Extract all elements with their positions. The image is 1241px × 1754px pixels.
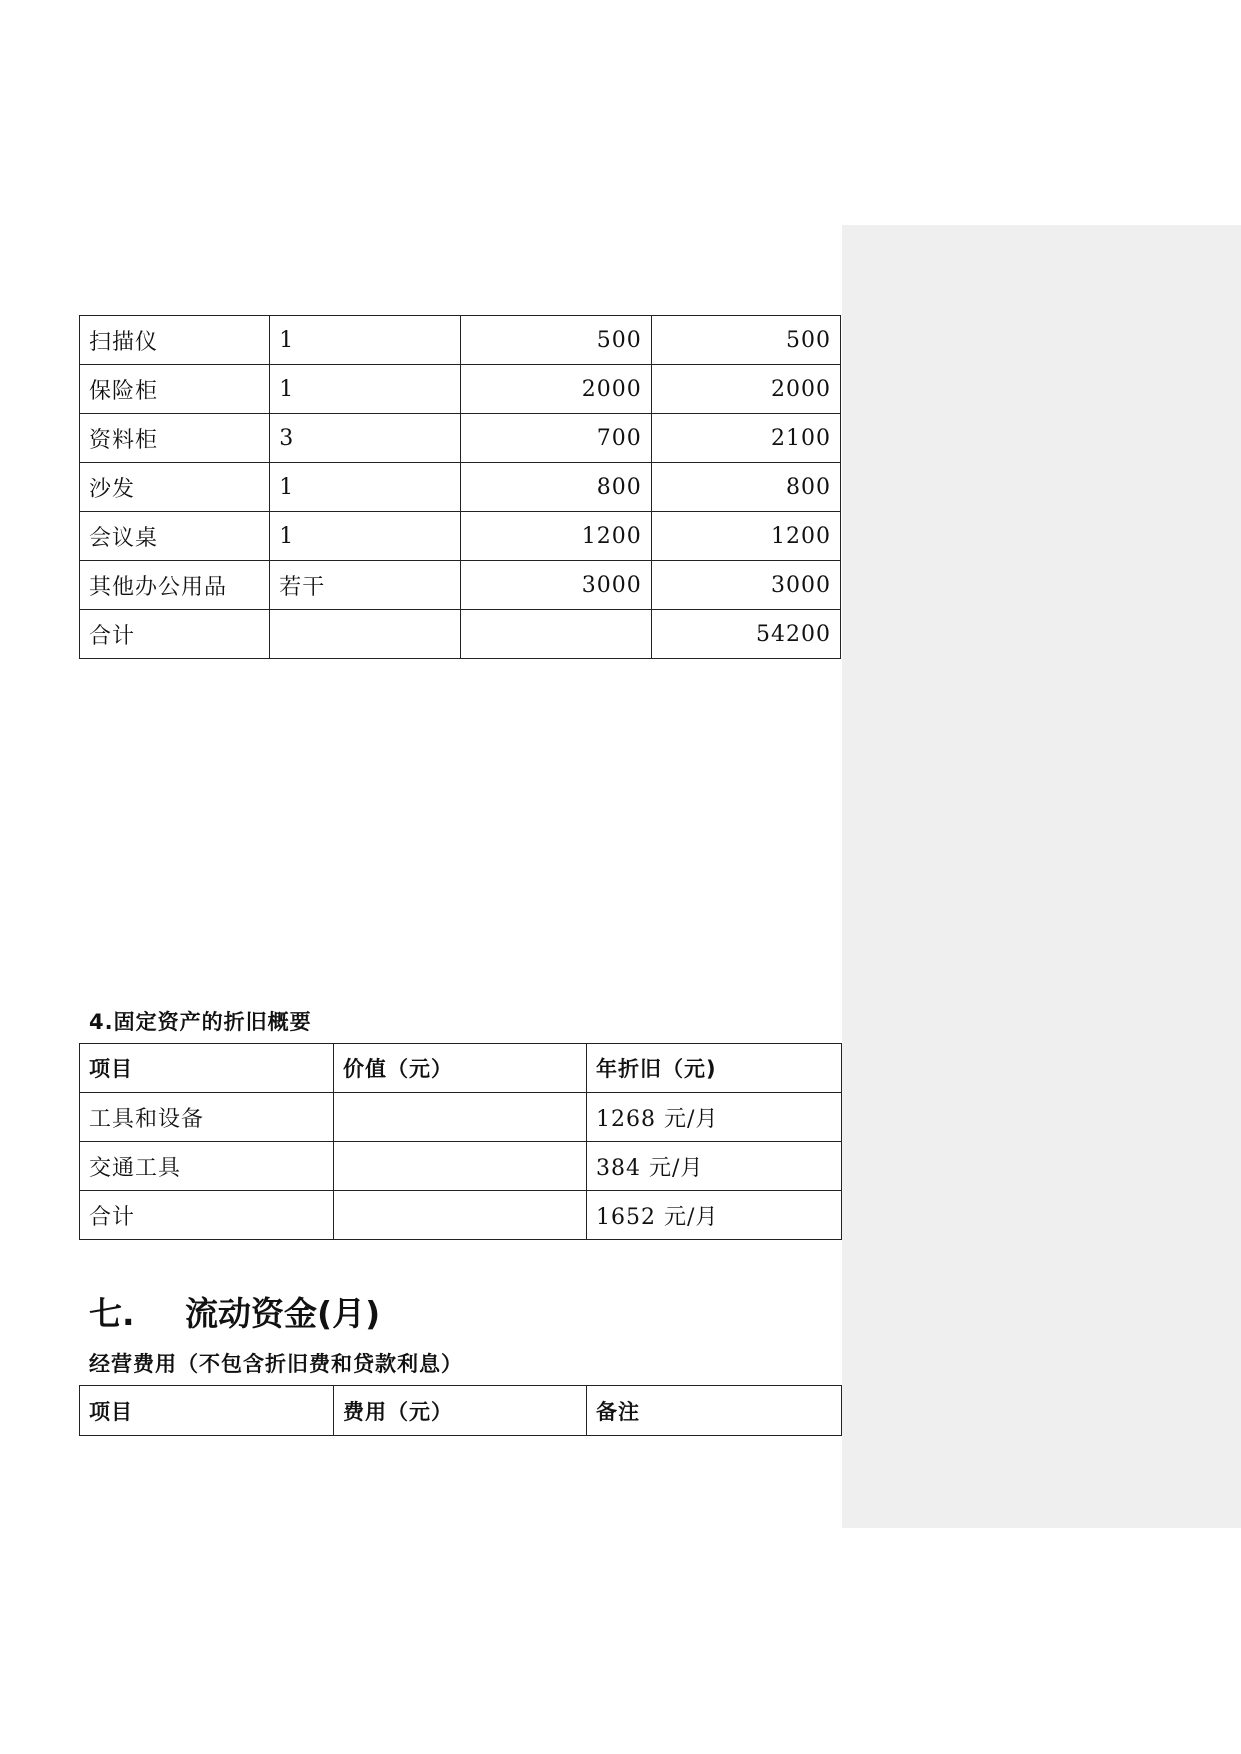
table-row — [80, 512, 841, 561]
item-name: 其他办公用品 — [80, 561, 270, 610]
item-unit-price — [460, 610, 651, 659]
depreciation-heading: 4.固定资产的折旧概要 — [89, 1010, 312, 1034]
item-name: 合计 — [80, 1191, 334, 1240]
item-value — [334, 1093, 587, 1142]
item-name: 沙发 — [80, 463, 270, 512]
item-amount: 1200 — [651, 512, 840, 561]
table-row — [80, 316, 841, 365]
item-name: 工具和设备 — [80, 1093, 334, 1142]
column-header: 价值（元） — [334, 1044, 587, 1093]
item-amount: 800 — [651, 463, 840, 512]
column-header: 项目 — [80, 1044, 334, 1093]
item-name: 交通工具 — [80, 1142, 334, 1191]
item-unit-price: 800 — [460, 463, 651, 512]
item-amount: 500 — [651, 316, 840, 365]
table-row — [80, 365, 841, 414]
item-unit-price: 1200 — [460, 512, 651, 561]
item-value — [334, 1191, 587, 1240]
total-row — [80, 610, 841, 659]
item-quantity: 3 — [270, 414, 460, 463]
table-row — [80, 1142, 842, 1191]
item-unit-price: 2000 — [460, 365, 651, 414]
total-row — [80, 1191, 842, 1240]
item-name: 资料柜 — [80, 414, 270, 463]
item-value — [334, 1142, 587, 1191]
section-heading — [89, 1288, 380, 1335]
expenses-table — [79, 1385, 842, 1436]
item-quantity: 1 — [270, 316, 460, 365]
item-unit-price: 500 — [460, 316, 651, 365]
assets-table — [79, 315, 841, 659]
item-name: 合计 — [80, 610, 270, 659]
item-depreciation: 1268 元/月 — [587, 1093, 842, 1142]
item-amount: 54200 — [651, 610, 840, 659]
table-header-row — [80, 1386, 842, 1436]
item-name: 会议桌 — [80, 512, 270, 561]
item-quantity: 1 — [270, 365, 460, 414]
column-header: 费用（元） — [334, 1386, 587, 1436]
item-name: 扫描仪 — [80, 316, 270, 365]
section-number: 七. — [89, 1294, 135, 1333]
item-quantity: 1 — [270, 463, 460, 512]
item-quantity: 若干 — [270, 561, 460, 610]
item-quantity: 1 — [270, 512, 460, 561]
table-row — [80, 414, 841, 463]
table-row — [80, 463, 841, 512]
item-unit-price: 3000 — [460, 561, 651, 610]
item-name: 保险柜 — [80, 365, 270, 414]
table-header-row — [80, 1044, 842, 1093]
comment-pane — [842, 225, 1241, 1528]
table-row — [80, 1093, 842, 1142]
column-header: 项目 — [80, 1386, 334, 1436]
table-row — [80, 561, 841, 610]
column-header: 年折旧（元) — [587, 1044, 842, 1093]
item-unit-price: 700 — [460, 414, 651, 463]
item-amount: 2100 — [651, 414, 840, 463]
depreciation-table — [79, 1043, 842, 1240]
item-amount: 3000 — [651, 561, 840, 610]
item-depreciation: 384 元/月 — [587, 1142, 842, 1191]
expenses-heading: 经营费用（不包含折旧费和贷款利息） — [89, 1352, 463, 1376]
column-header: 备注 — [587, 1386, 842, 1436]
item-quantity — [270, 610, 460, 659]
section-title: 流动资金(月) — [185, 1294, 381, 1333]
item-depreciation: 1652 元/月 — [587, 1191, 842, 1240]
item-amount: 2000 — [651, 365, 840, 414]
